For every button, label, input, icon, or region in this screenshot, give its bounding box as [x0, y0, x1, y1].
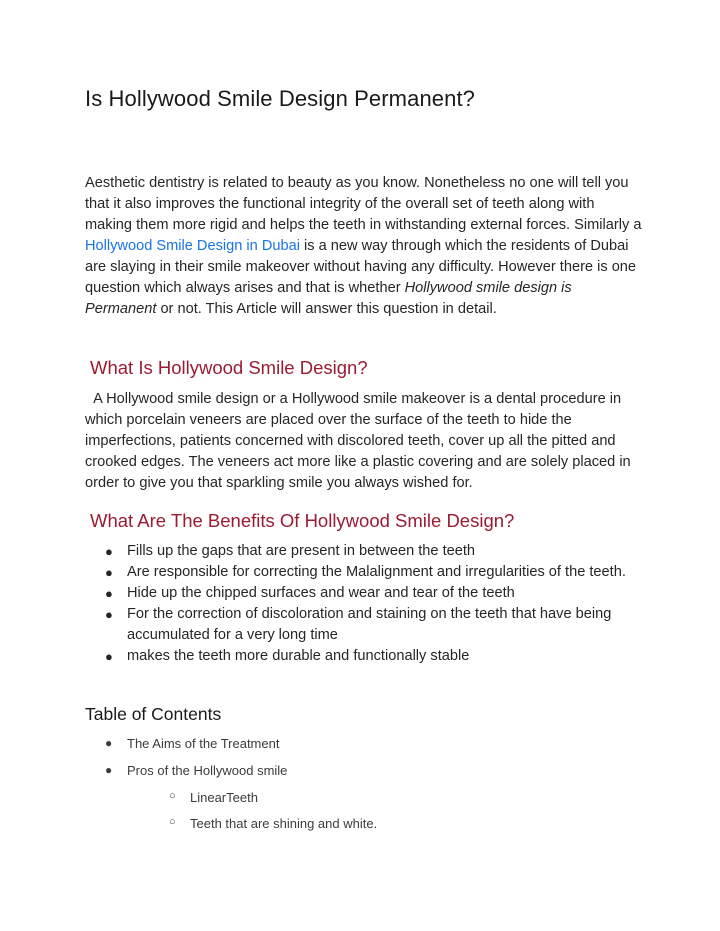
hollow-bullet-icon: ○	[169, 790, 176, 802]
intro-text: Aesthetic dentistry is related to beauty as you know. Nonetheless no one will tell you that it also improves the functional integrity of the overall set of teeth along with making them more rigid and helps the teeth in withstanding external forces. Similarly a	[85, 175, 642, 233]
page-title: Is Hollywood Smile Design Permanent?	[85, 86, 475, 111]
hollywood-smile-dubai-link[interactable]: Hollywood Smile Design in Dubai	[85, 238, 300, 254]
list-item-text: For the correction of discoloration and staining on the teeth that have being accumulated for a very long time	[127, 606, 612, 643]
intro-paragraph	[85, 173, 645, 320]
toc-subitem-label[interactable]: Teeth that are shining and white.	[190, 816, 378, 831]
section-what-is-paragraph: A Hollywood smile design or a Hollywood smile makeover is a dental procedure in which porcelain veneers are placed over the surface of the teeth to hide the imperfections, patients concerned with discolored teeth, cover up all the pitted and crooked edges. The veneers act more like a plastic covering and are solely placed in order to give you that sparkling smile you always wished for.	[85, 391, 635, 491]
intro-italic-text: Hollywood smile design is Permanent	[85, 280, 572, 317]
toc-heading: Table of Contents	[85, 704, 222, 724]
section-heading-benefits: What Are The Benefits Of Hollywood Smile Design?	[90, 510, 515, 531]
list-item-text: Are responsible for correcting the Malalignment and irregularities of the teeth.	[127, 564, 626, 580]
list-item	[85, 604, 645, 646]
list-item	[85, 646, 645, 667]
list-item-text: Fills up the gaps that are present in between the teeth	[127, 543, 476, 559]
list-item-text: Hide up the chipped surfaces and wear and tear of the teeth	[127, 585, 515, 601]
list-item	[85, 583, 645, 604]
bullet-icon: ●	[105, 649, 113, 664]
benefits-list	[85, 541, 645, 667]
hollow-bullet-icon: ○	[169, 816, 176, 828]
toc-item-label[interactable]: Pros of the Hollywood smile	[127, 763, 288, 778]
bullet-icon: ●	[105, 586, 113, 601]
toc-item-label[interactable]: The Aims of the Treatment	[127, 736, 280, 751]
list-item	[85, 562, 645, 583]
toc-subitem-label[interactable]: LinearTeeth	[190, 790, 258, 805]
list-item	[85, 541, 645, 562]
intro-text-end: or not. This Article will answer this question in detail.	[156, 301, 497, 317]
bullet-icon: ●	[105, 763, 113, 777]
section-heading-what-is: What Is Hollywood Smile Design?	[90, 357, 368, 378]
bullet-icon: ●	[105, 565, 113, 580]
bullet-icon: ●	[105, 736, 113, 750]
list-item-text: makes the teeth more durable and functionally stable	[127, 648, 470, 664]
bullet-icon: ●	[105, 607, 113, 622]
bullet-icon: ●	[105, 544, 113, 559]
intro-text-continued: is a new way through which the residents of Dubai are slaying in their smile makeover without having any difficulty. However there is one question which always arises and that is whether	[85, 238, 637, 296]
